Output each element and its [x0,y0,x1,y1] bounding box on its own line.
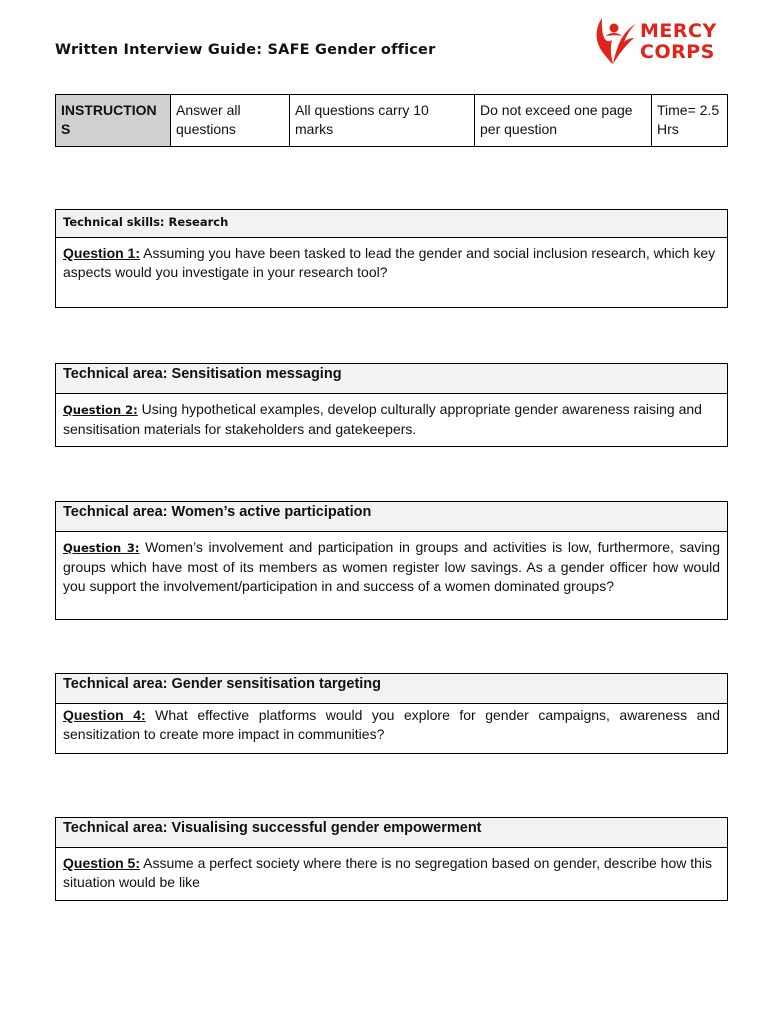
section-heading: Technical area: Sensitisation messaging [56,364,727,394]
logo-word-corps: CORPS [640,41,715,63]
question-body [56,704,727,750]
question-body [56,848,727,898]
question-section-5 [55,817,728,901]
instructions-row [56,95,728,147]
question-text: Assuming you have been tasked to lead the gender and social inclusion research, which key aspects would you investigate in your research tool? [63,245,716,280]
mercy-corps-logo [592,14,742,66]
question-section-2 [55,363,728,447]
section-heading: Technical area: Visualising successful gender empowerment [56,818,727,848]
question-label: Question 4: [63,707,146,723]
question-label: Question 1: [63,245,141,261]
section-heading: Technical skills: Research [56,210,727,238]
document-title: Written Interview Guide: SAFE Gender officer [55,42,436,58]
instructions-label: INSTRUCTIONS [56,95,171,147]
question-text: What effective platforms would you explore for gender campaigns, awareness and sensitization to create more impact in communities? [63,707,720,742]
instruction-cell: Answer all questions [171,95,290,147]
question-text: Using hypothetical examples, develop culturally appropriate gender awareness raising and sensitisation materials for stakeholders and gatekeepers. [63,401,702,437]
section-heading: Technical area: Women’s active participation [56,502,727,532]
question-label: Question 5: [63,855,141,871]
section-heading: Technical area: Gender sensitisation targeting [56,674,727,704]
question-body [56,238,727,288]
instruction-cell: Do not exceed one page per question [475,95,652,147]
question-body [56,532,727,602]
question-label: Question 2: [63,403,138,417]
instructions-table [55,94,728,147]
question-text: Assume a perfect society where there is no segregation based on gender, describe how this situation would be like [63,855,713,890]
instruction-cell: Time= 2.5 Hrs [652,95,728,147]
question-label: Question 3: [63,541,140,555]
question-section-1 [55,209,728,308]
question-body [56,394,727,445]
logo-word-mercy: MERCY [640,20,717,42]
mercy-corps-mark-icon [592,14,638,66]
question-section-4 [55,673,728,754]
question-text: Women’s involvement and participation in groups and activities is low, furthermore, saving groups which have most of its members as women register low savings. As a gender officer how would you support the involvement/participation in and success of a women dominated groups? [63,539,720,594]
question-section-3 [55,501,728,620]
instruction-cell: All questions carry 10 marks [290,95,475,147]
